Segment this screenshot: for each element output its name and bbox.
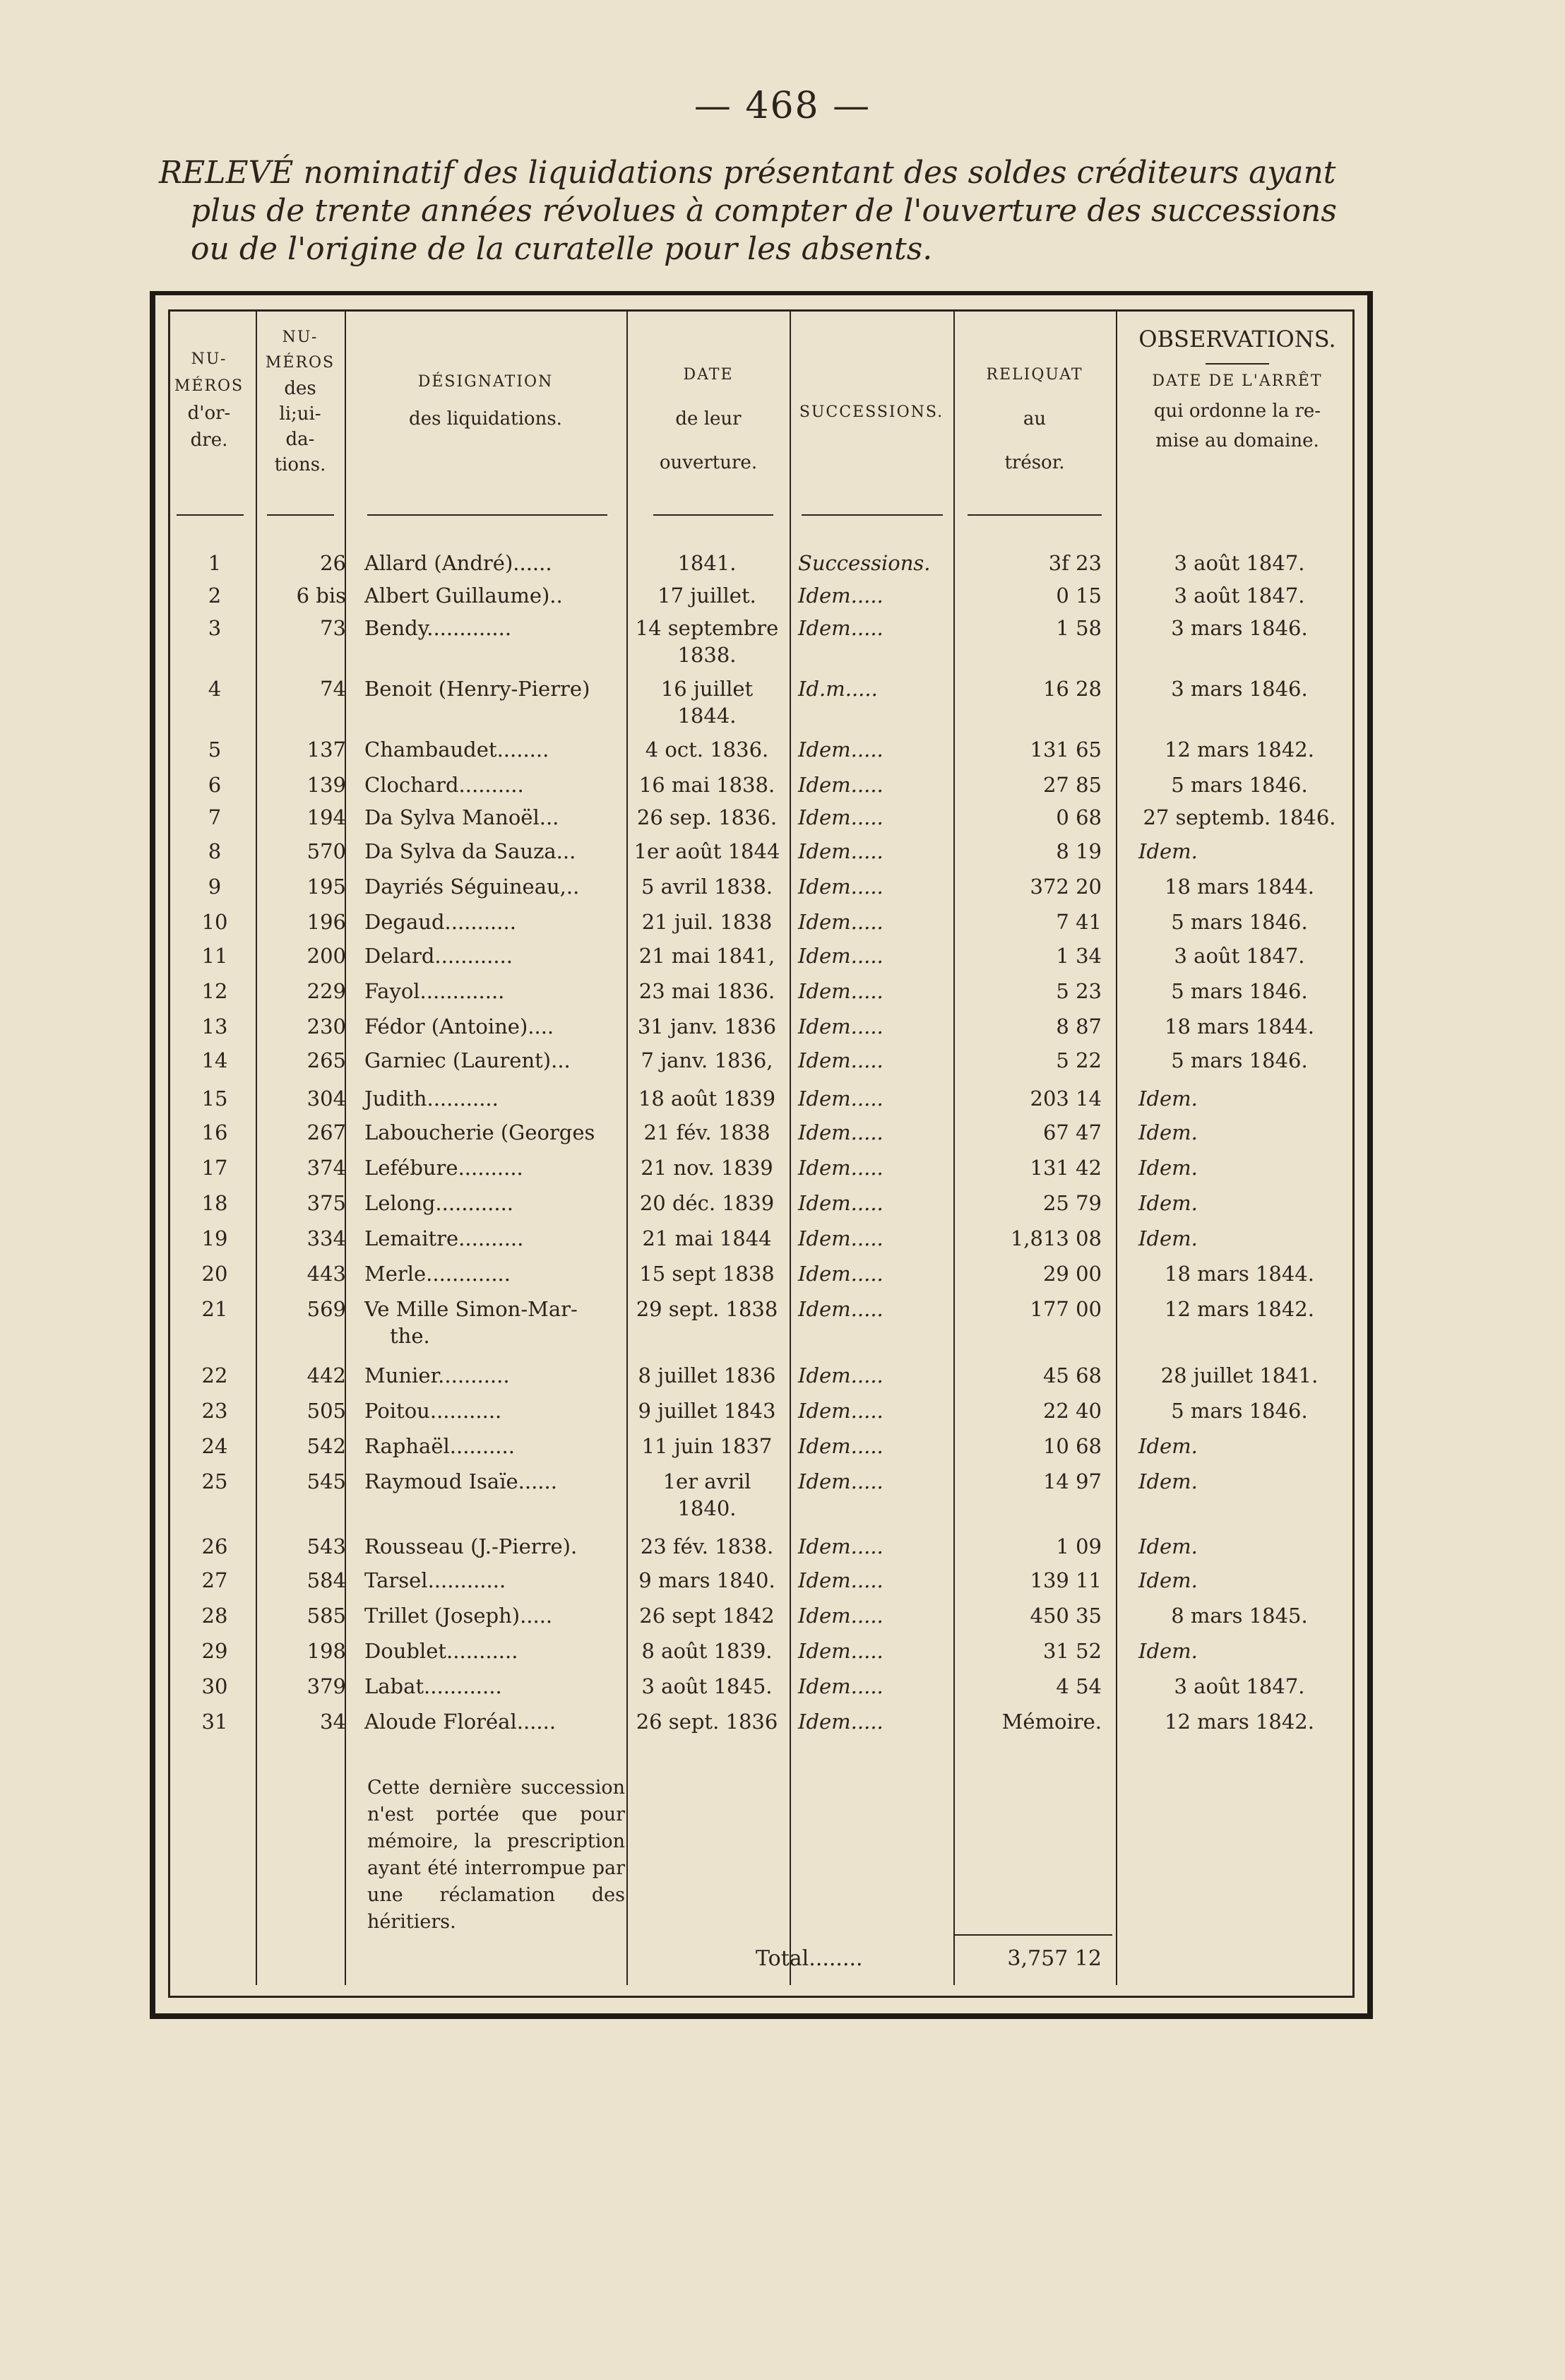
row-number: 27	[201, 1568, 228, 1592]
succession-type: Idem.....	[798, 1674, 883, 1698]
row-number: 30	[201, 1674, 228, 1698]
row-number: 22	[201, 1363, 228, 1387]
succession-type: Idem.....	[798, 839, 883, 863]
designation: Aloude Floréal......	[364, 1710, 557, 1734]
liquidation-number: 230	[307, 1014, 346, 1038]
balance-amount: 67 47	[1042, 1120, 1102, 1144]
balance-amount: 3f 23	[1048, 551, 1102, 575]
balance-amount: 131 65	[1030, 738, 1102, 762]
opening-date: 26 sept 1842	[639, 1604, 775, 1628]
opening-date: 9 mars 1840.	[638, 1568, 775, 1592]
header-dash-4	[653, 514, 773, 516]
designation: Poitou...........	[364, 1399, 502, 1423]
succession-type: Idem.....	[798, 584, 883, 608]
row-number: 16	[201, 1120, 228, 1144]
row-number: 24	[201, 1434, 228, 1458]
row-number: 11	[201, 944, 228, 968]
row-number: 8	[208, 839, 222, 863]
observation: 12 mars 1842.	[1165, 1710, 1314, 1734]
succession-type: Id.m.....	[798, 677, 878, 701]
liquidation-number: 545	[307, 1469, 346, 1493]
row-number: 19	[201, 1226, 228, 1250]
opening-date: 23 fév. 1838.	[640, 1534, 774, 1558]
opening-date: 7 janv. 1836,	[641, 1048, 773, 1072]
title-line-1: RELEVÉ nominatif des liquidations présentant des soldes créditeurs ayant	[159, 155, 1336, 191]
liquidation-number: 74	[320, 677, 346, 701]
balance-amount: 372 20	[1030, 875, 1102, 899]
document-title	[159, 154, 1402, 268]
observation: Idem.	[1138, 1568, 1198, 1592]
observation: 18 mars 1844.	[1165, 1262, 1314, 1286]
designation: Raphaël..........	[364, 1434, 515, 1458]
designation: Trillet (Joseph).....	[364, 1604, 553, 1628]
designation: Fayol.............	[364, 979, 505, 1003]
opening-date: 20 déc. 1839	[639, 1191, 775, 1215]
opening-date: 26 sept. 1836	[636, 1710, 778, 1734]
row-number: 28	[201, 1604, 228, 1628]
liquidation-number: 34	[320, 1710, 346, 1734]
succession-type: Idem.....	[798, 1120, 883, 1144]
opening-date: 16 juillet	[660, 677, 754, 701]
row-number: 3	[208, 616, 222, 640]
table-frame	[150, 291, 1373, 2019]
liquidation-number: 196	[307, 910, 346, 934]
balance-amount: 22 40	[1042, 1399, 1102, 1423]
liquidation-number: 265	[307, 1048, 346, 1072]
balance-amount: 25 79	[1042, 1191, 1102, 1215]
opening-date: 21 juil. 1838	[641, 910, 773, 934]
opening-date: 15 sept 1838	[639, 1262, 775, 1286]
designation: Ve Mille Simon-Mar-	[364, 1297, 578, 1321]
row-number: 18	[201, 1191, 228, 1215]
succession-type: Idem.....	[798, 979, 883, 1003]
opening-date: 21 fév. 1838	[643, 1120, 770, 1144]
opening-date: 1er avril	[662, 1469, 751, 1493]
opening-date: 1841.	[677, 551, 737, 575]
designation: Dayriés Séguineau,..	[364, 875, 580, 899]
opening-date: 26 sep. 1836.	[636, 805, 778, 829]
row-number: 21	[201, 1297, 228, 1321]
succession-type: Idem.....	[798, 738, 883, 762]
balance-amount: 4 54	[1056, 1674, 1102, 1698]
designation: Lelong............	[364, 1191, 514, 1215]
row-number: 6	[208, 773, 222, 797]
liquidation-number: 505	[307, 1399, 346, 1423]
balance-amount: 10 68	[1042, 1434, 1102, 1458]
opening-date: 23 mai 1836.	[638, 979, 775, 1003]
liquidation-number: 543	[307, 1534, 346, 1558]
header-reliquat: RELIQUAT au trésor.	[986, 366, 1083, 473]
title-line-3: ou de l'origine de la curatelle pour les absents.	[191, 231, 933, 267]
row-number: 13	[201, 1014, 228, 1038]
succession-type: Idem.....	[798, 1363, 883, 1387]
succession-type: Idem.....	[798, 805, 883, 829]
row-number: 1	[208, 551, 222, 575]
opening-date: 3 août 1845.	[641, 1674, 773, 1698]
designation: Rousseau (J.-Pierre).	[364, 1534, 578, 1558]
opening-date: 8 août 1839.	[641, 1639, 773, 1663]
row-number: 17	[201, 1156, 228, 1180]
row-number: 4	[208, 677, 222, 701]
observation: 18 mars 1844.	[1165, 1014, 1314, 1038]
balance-amount: 14 97	[1042, 1469, 1102, 1493]
title-line-2: plus de trente années révolues à compter de l'ouverture des successions	[191, 193, 1337, 229]
observation: Idem.	[1138, 1226, 1198, 1250]
liquidation-number: 195	[307, 875, 346, 899]
header-successions: SUCCESSIONS.	[799, 403, 944, 421]
row-number: 29	[201, 1639, 228, 1663]
opening-date: 8 juillet 1836	[638, 1363, 776, 1387]
liquidation-number: 139	[307, 773, 346, 797]
designation: Delard............	[364, 944, 513, 968]
succession-type: Idem.....	[798, 1604, 883, 1628]
liquidation-number: 334	[307, 1226, 346, 1250]
balance-amount: 31 52	[1042, 1639, 1102, 1663]
balance-amount: 27 85	[1042, 773, 1102, 797]
header-date: DATE de leur ouverture.	[659, 366, 758, 473]
header-num: NU- MÉROS d'or- dre.	[174, 350, 244, 451]
observation: 5 mars 1846.	[1171, 773, 1308, 797]
observation: 3 août 1847.	[1174, 944, 1305, 968]
observation: 18 mars 1844.	[1165, 875, 1314, 899]
balance-amount: 8 19	[1056, 839, 1102, 863]
opening-date-year: 1844.	[677, 704, 737, 728]
succession-type: Idem.....	[798, 1434, 883, 1458]
observation: 5 mars 1846.	[1171, 910, 1308, 934]
opening-date: 21 mai 1841,	[638, 944, 775, 968]
row-number: 12	[201, 979, 228, 1003]
row-number: 20	[201, 1262, 228, 1286]
opening-date: 21 nov. 1839	[641, 1156, 773, 1180]
header-designation: DÉSIGNATION des liquidations.	[409, 373, 562, 430]
observation: 3 août 1847.	[1174, 551, 1305, 575]
liquidation-number: 200	[307, 944, 346, 968]
balance-amount: 1 09	[1056, 1534, 1102, 1558]
succession-type: Idem.....	[798, 1297, 883, 1321]
designation: Chambaudet........	[364, 738, 549, 762]
succession-type: Idem.....	[798, 1191, 883, 1215]
header-dash-3	[367, 514, 607, 516]
liquidation-number: 26	[320, 551, 346, 575]
designation: Da Sylva da Sauza...	[364, 839, 576, 863]
total-label: Total........	[756, 1946, 863, 1971]
designation: Albert Guillaume)..	[364, 584, 563, 608]
observation: 3 août 1847.	[1174, 584, 1305, 608]
balance-amount: Mémoire.	[1001, 1710, 1102, 1734]
balance-amount: 0 68	[1056, 805, 1102, 829]
succession-type: Idem.....	[798, 1014, 883, 1038]
balance-amount: 1,813 08	[1010, 1226, 1102, 1250]
liquidation-number: 584	[307, 1568, 346, 1592]
opening-date: 11 juin 1837	[641, 1434, 773, 1458]
observation: 28 juillet 1841.	[1160, 1363, 1319, 1387]
observation: Idem.	[1138, 1639, 1198, 1663]
balance-amount: 131 42	[1030, 1156, 1102, 1180]
designation: Laboucherie (Georges	[364, 1120, 595, 1144]
opening-date-year: 1838.	[677, 643, 737, 667]
opening-date: 16 mai 1838.	[638, 773, 775, 797]
page-number: — 468 —	[694, 85, 871, 127]
succession-type: Idem.....	[798, 910, 883, 934]
liquidation-number: 304	[307, 1087, 346, 1111]
opening-date: 31 janv. 1836	[637, 1014, 777, 1038]
row-number: 9	[208, 875, 222, 899]
succession-type: Idem.....	[798, 773, 883, 797]
liquidation-number: 374	[307, 1156, 346, 1180]
designation: Benoit (Henry-Pierre)	[364, 677, 590, 701]
observation: 8 mars 1845.	[1171, 1604, 1308, 1628]
row-number: 2	[208, 584, 222, 608]
designation: Tarsel............	[364, 1568, 506, 1592]
row-number: 10	[201, 910, 228, 934]
designation: Garniec (Laurent)...	[364, 1048, 571, 1072]
row-number: 14	[201, 1048, 228, 1072]
header-dash-5	[802, 514, 943, 516]
succession-type: Idem.....	[798, 616, 883, 640]
designation: Fédor (Antoine)....	[364, 1014, 554, 1038]
observation: Idem.	[1138, 1191, 1198, 1215]
liquidation-number: 379	[307, 1674, 346, 1698]
liquidation-number: 267	[307, 1120, 346, 1144]
balance-amount: 29 00	[1042, 1262, 1102, 1286]
balance-amount: 5 22	[1056, 1048, 1102, 1072]
balance-amount: 7 41	[1056, 910, 1102, 934]
succession-type: Idem.....	[798, 1469, 883, 1493]
succession-type: Idem.....	[798, 1568, 883, 1592]
designation: Doublet...........	[364, 1639, 518, 1663]
liquidation-number: 375	[307, 1191, 346, 1215]
succession-type: Idem.....	[798, 1156, 883, 1180]
designation: Merle.............	[364, 1262, 511, 1286]
row-number: 26	[201, 1534, 228, 1558]
observation: Idem.	[1138, 1434, 1198, 1458]
observation: Idem.	[1138, 1534, 1198, 1558]
observation: Idem.	[1138, 1156, 1198, 1180]
succession-type: Idem.....	[798, 1399, 883, 1423]
succession-type: Idem.....	[798, 1710, 883, 1734]
liquidation-number: 585	[307, 1604, 346, 1628]
succession-type: Idem.....	[798, 1087, 883, 1111]
designation-continued: the.	[390, 1324, 430, 1348]
designation: Munier...........	[364, 1363, 510, 1387]
balance-amount: 0 15	[1056, 584, 1102, 608]
row-number: 25	[201, 1469, 228, 1493]
observation: 3 mars 1846.	[1171, 616, 1308, 640]
opening-date: 5 avril 1838.	[641, 875, 773, 899]
designation: Clochard..........	[364, 773, 524, 797]
liquidation-number: 198	[307, 1639, 346, 1663]
succession-type: Idem.....	[798, 944, 883, 968]
balance-amount: 1 58	[1056, 616, 1102, 640]
row-number: 23	[201, 1399, 228, 1423]
designation: Allard (André)......	[364, 551, 552, 575]
header-dash-1	[177, 514, 244, 516]
liquidation-number: 443	[307, 1262, 346, 1286]
observation: 5 mars 1846.	[1171, 979, 1308, 1003]
balance-amount: 139 11	[1030, 1568, 1102, 1592]
succession-type: Idem.....	[798, 1639, 883, 1663]
row-number: 5	[208, 738, 222, 762]
designation: Judith...........	[364, 1087, 499, 1111]
row-number: 15	[201, 1087, 228, 1111]
opening-date: 4 oct. 1836.	[645, 738, 769, 762]
liquidation-number: 137	[307, 738, 346, 762]
designation: Lefébure..........	[364, 1156, 523, 1180]
succession-type: Successions.	[798, 551, 931, 575]
observation: Idem.	[1138, 1469, 1198, 1493]
designation: Da Sylva Manoël...	[364, 805, 559, 829]
liquidation-number: 73	[320, 616, 346, 640]
observation: 27 septemb. 1846.	[1143, 805, 1336, 829]
total-rule	[953, 1934, 1112, 1936]
balance-amount: 450 35	[1030, 1604, 1102, 1628]
succession-type: Idem.....	[798, 1262, 883, 1286]
succession-type: Idem.....	[798, 1534, 883, 1558]
liquidation-number: 569	[307, 1297, 346, 1321]
liquidation-number: 6 bis	[296, 584, 346, 608]
opening-date: 18 août 1839	[638, 1087, 776, 1111]
balance-amount: 1 34	[1056, 944, 1102, 968]
header-observations: OBSERVATIONS. DATE DE L'ARRÊT qui ordonne la re- mise au domaine.	[1138, 326, 1336, 451]
succession-type: Idem.....	[798, 1048, 883, 1072]
designation: Labat............	[364, 1674, 502, 1698]
observation: Idem.	[1138, 1087, 1198, 1111]
liquidation-number: 229	[307, 979, 346, 1003]
opening-date: 9 juillet 1843	[638, 1399, 776, 1423]
header-liq: NU- MÉROS des li;ui- da- tions.	[265, 328, 335, 475]
col-rule-4	[790, 311, 791, 1985]
balance-amount: 16 28	[1042, 677, 1102, 701]
observation: 5 mars 1846.	[1171, 1399, 1308, 1423]
row-number: 31	[201, 1710, 228, 1734]
opening-date: 21 mai 1844	[642, 1226, 772, 1250]
liquidation-number: 442	[307, 1363, 346, 1387]
balance-amount: 8 87	[1056, 1014, 1102, 1038]
balance-amount: 5 23	[1056, 979, 1102, 1003]
col-rule-6	[1116, 311, 1117, 1985]
liquidation-number: 570	[307, 839, 346, 863]
opening-date-year: 1840.	[677, 1496, 737, 1520]
observation: 3 août 1847.	[1174, 1674, 1305, 1698]
footnote: Cette dernière succession n'est portée que pour mémoire, la prescription ayant été interrompue par une réclamation des héritiers.	[367, 1777, 625, 1933]
designation: Raymoud Isaïe......	[364, 1469, 557, 1493]
liquidation-number: 194	[307, 805, 346, 829]
observation: Idem.	[1138, 839, 1198, 863]
succession-type: Idem.....	[798, 1226, 883, 1250]
observation: 3 mars 1846.	[1171, 677, 1308, 701]
succession-type: Idem.....	[798, 875, 883, 899]
liquidation-number: 542	[307, 1434, 346, 1458]
row-number: 7	[208, 805, 222, 829]
balance-amount: 203 14	[1030, 1087, 1102, 1111]
opening-date: 29 sept. 1838	[636, 1297, 778, 1321]
opening-date: 17 juillet.	[657, 584, 756, 608]
designation: Bendy.............	[364, 616, 512, 640]
opening-date: 1er août 1844	[633, 839, 780, 863]
designation: Lemaitre..........	[364, 1226, 524, 1250]
balance-amount: 177 00	[1030, 1297, 1102, 1321]
col-rule-5	[953, 311, 955, 1985]
header-dash-2	[267, 514, 334, 516]
total-value: 3,757 12	[1007, 1946, 1102, 1971]
observation: 5 mars 1846.	[1171, 1048, 1308, 1072]
designation: Degaud...........	[364, 910, 516, 934]
observation: 12 mars 1842.	[1165, 738, 1314, 762]
opening-date: 14 septembre	[635, 616, 779, 640]
header-dash-6	[968, 514, 1102, 516]
balance-amount: 45 68	[1042, 1363, 1102, 1387]
observation: 12 mars 1842.	[1165, 1297, 1314, 1321]
observation: Idem.	[1138, 1120, 1198, 1144]
